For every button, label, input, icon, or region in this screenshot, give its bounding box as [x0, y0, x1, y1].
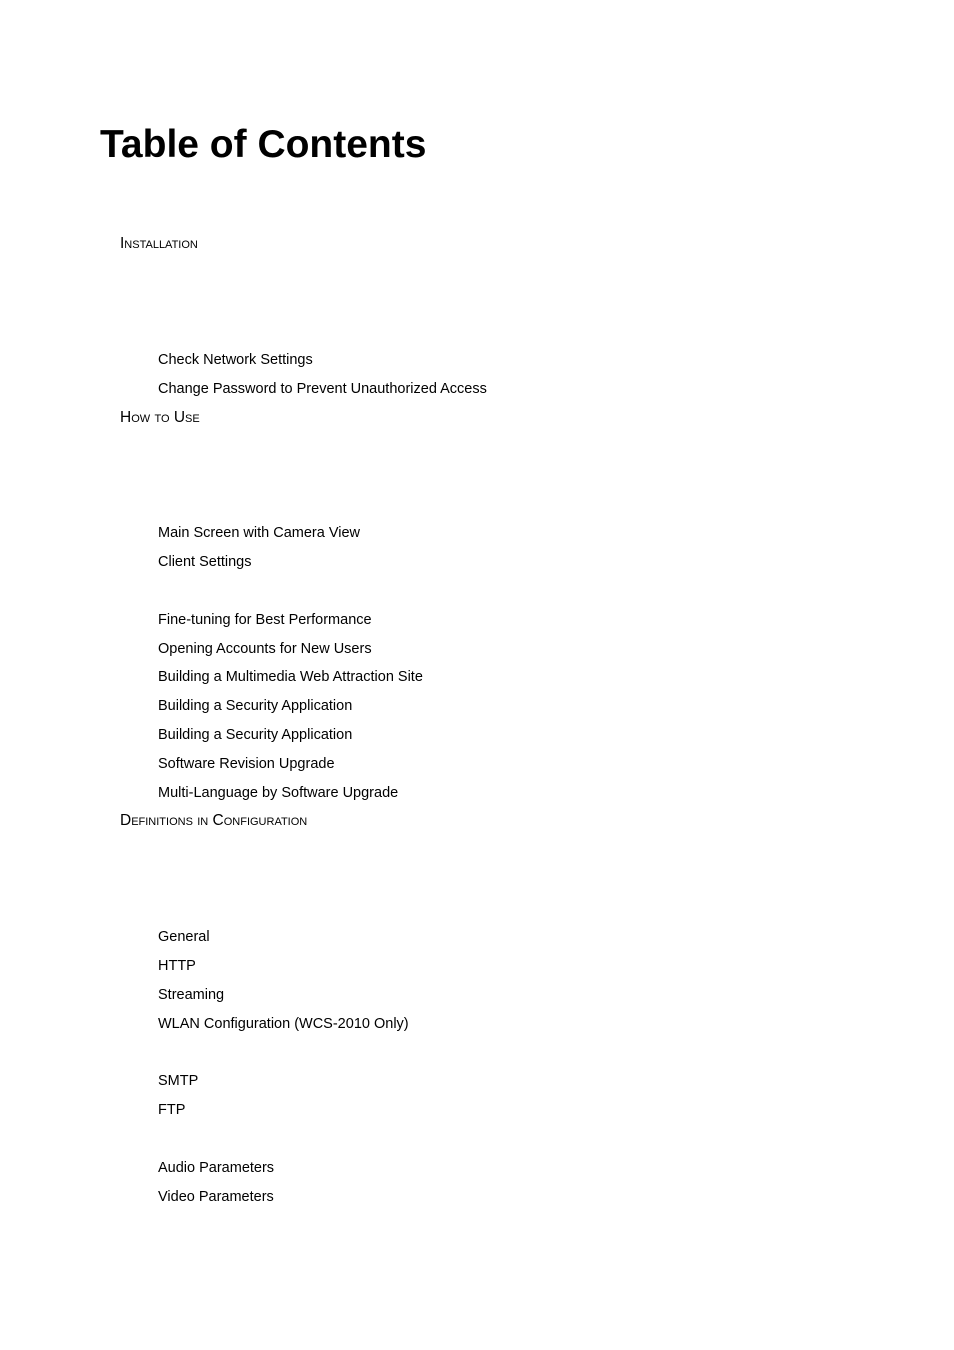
toc-item-main-screen[interactable]: Main Screen with Camera View — [158, 525, 361, 541]
toc-item-multi-language[interactable]: Multi-Language by Software Upgrade — [158, 785, 399, 801]
toc-section-definitions[interactable]: Definitions in Configuration — [120, 812, 308, 829]
toc-item-audio-parameters[interactable]: Audio Parameters — [158, 1160, 275, 1176]
toc-item-multimedia-site[interactable]: Building a Multimedia Web Attraction Site — [158, 669, 423, 685]
toc-item-smtp[interactable]: SMTP — [158, 1073, 199, 1089]
toc-item-security-application[interactable]: Building a Security Application — [158, 698, 353, 714]
toc-item-security-application[interactable]: Building a Security Application — [158, 727, 353, 743]
toc-item-ftp[interactable]: FTP — [158, 1102, 186, 1118]
toc-item-http[interactable]: HTTP — [158, 958, 196, 974]
toc-item-video-parameters[interactable]: Video Parameters — [158, 1189, 274, 1205]
page-title: Table of Contents — [100, 123, 427, 166]
toc-section-how-to-use[interactable]: How to Use — [120, 409, 200, 426]
toc-item-change-password[interactable]: Change Password to Prevent Unauthorized Access — [158, 381, 487, 397]
toc-item-opening-accounts[interactable]: Opening Accounts for New Users — [158, 641, 372, 657]
toc-item-general[interactable]: General — [158, 929, 210, 945]
toc-section-installation[interactable]: Installation — [120, 235, 198, 252]
toc-item-fine-tuning[interactable]: Fine-tuning for Best Performance — [158, 612, 372, 628]
toc-item-streaming[interactable]: Streaming — [158, 987, 225, 1003]
toc-item-check-network-settings[interactable]: Check Network Settings — [158, 352, 313, 368]
toc-item-wlan-configuration[interactable]: WLAN Configuration (WCS-2010 Only) — [158, 1016, 409, 1032]
toc-item-software-revision-upgrade[interactable]: Software Revision Upgrade — [158, 756, 335, 772]
toc-item-client-settings[interactable]: Client Settings — [158, 554, 252, 570]
